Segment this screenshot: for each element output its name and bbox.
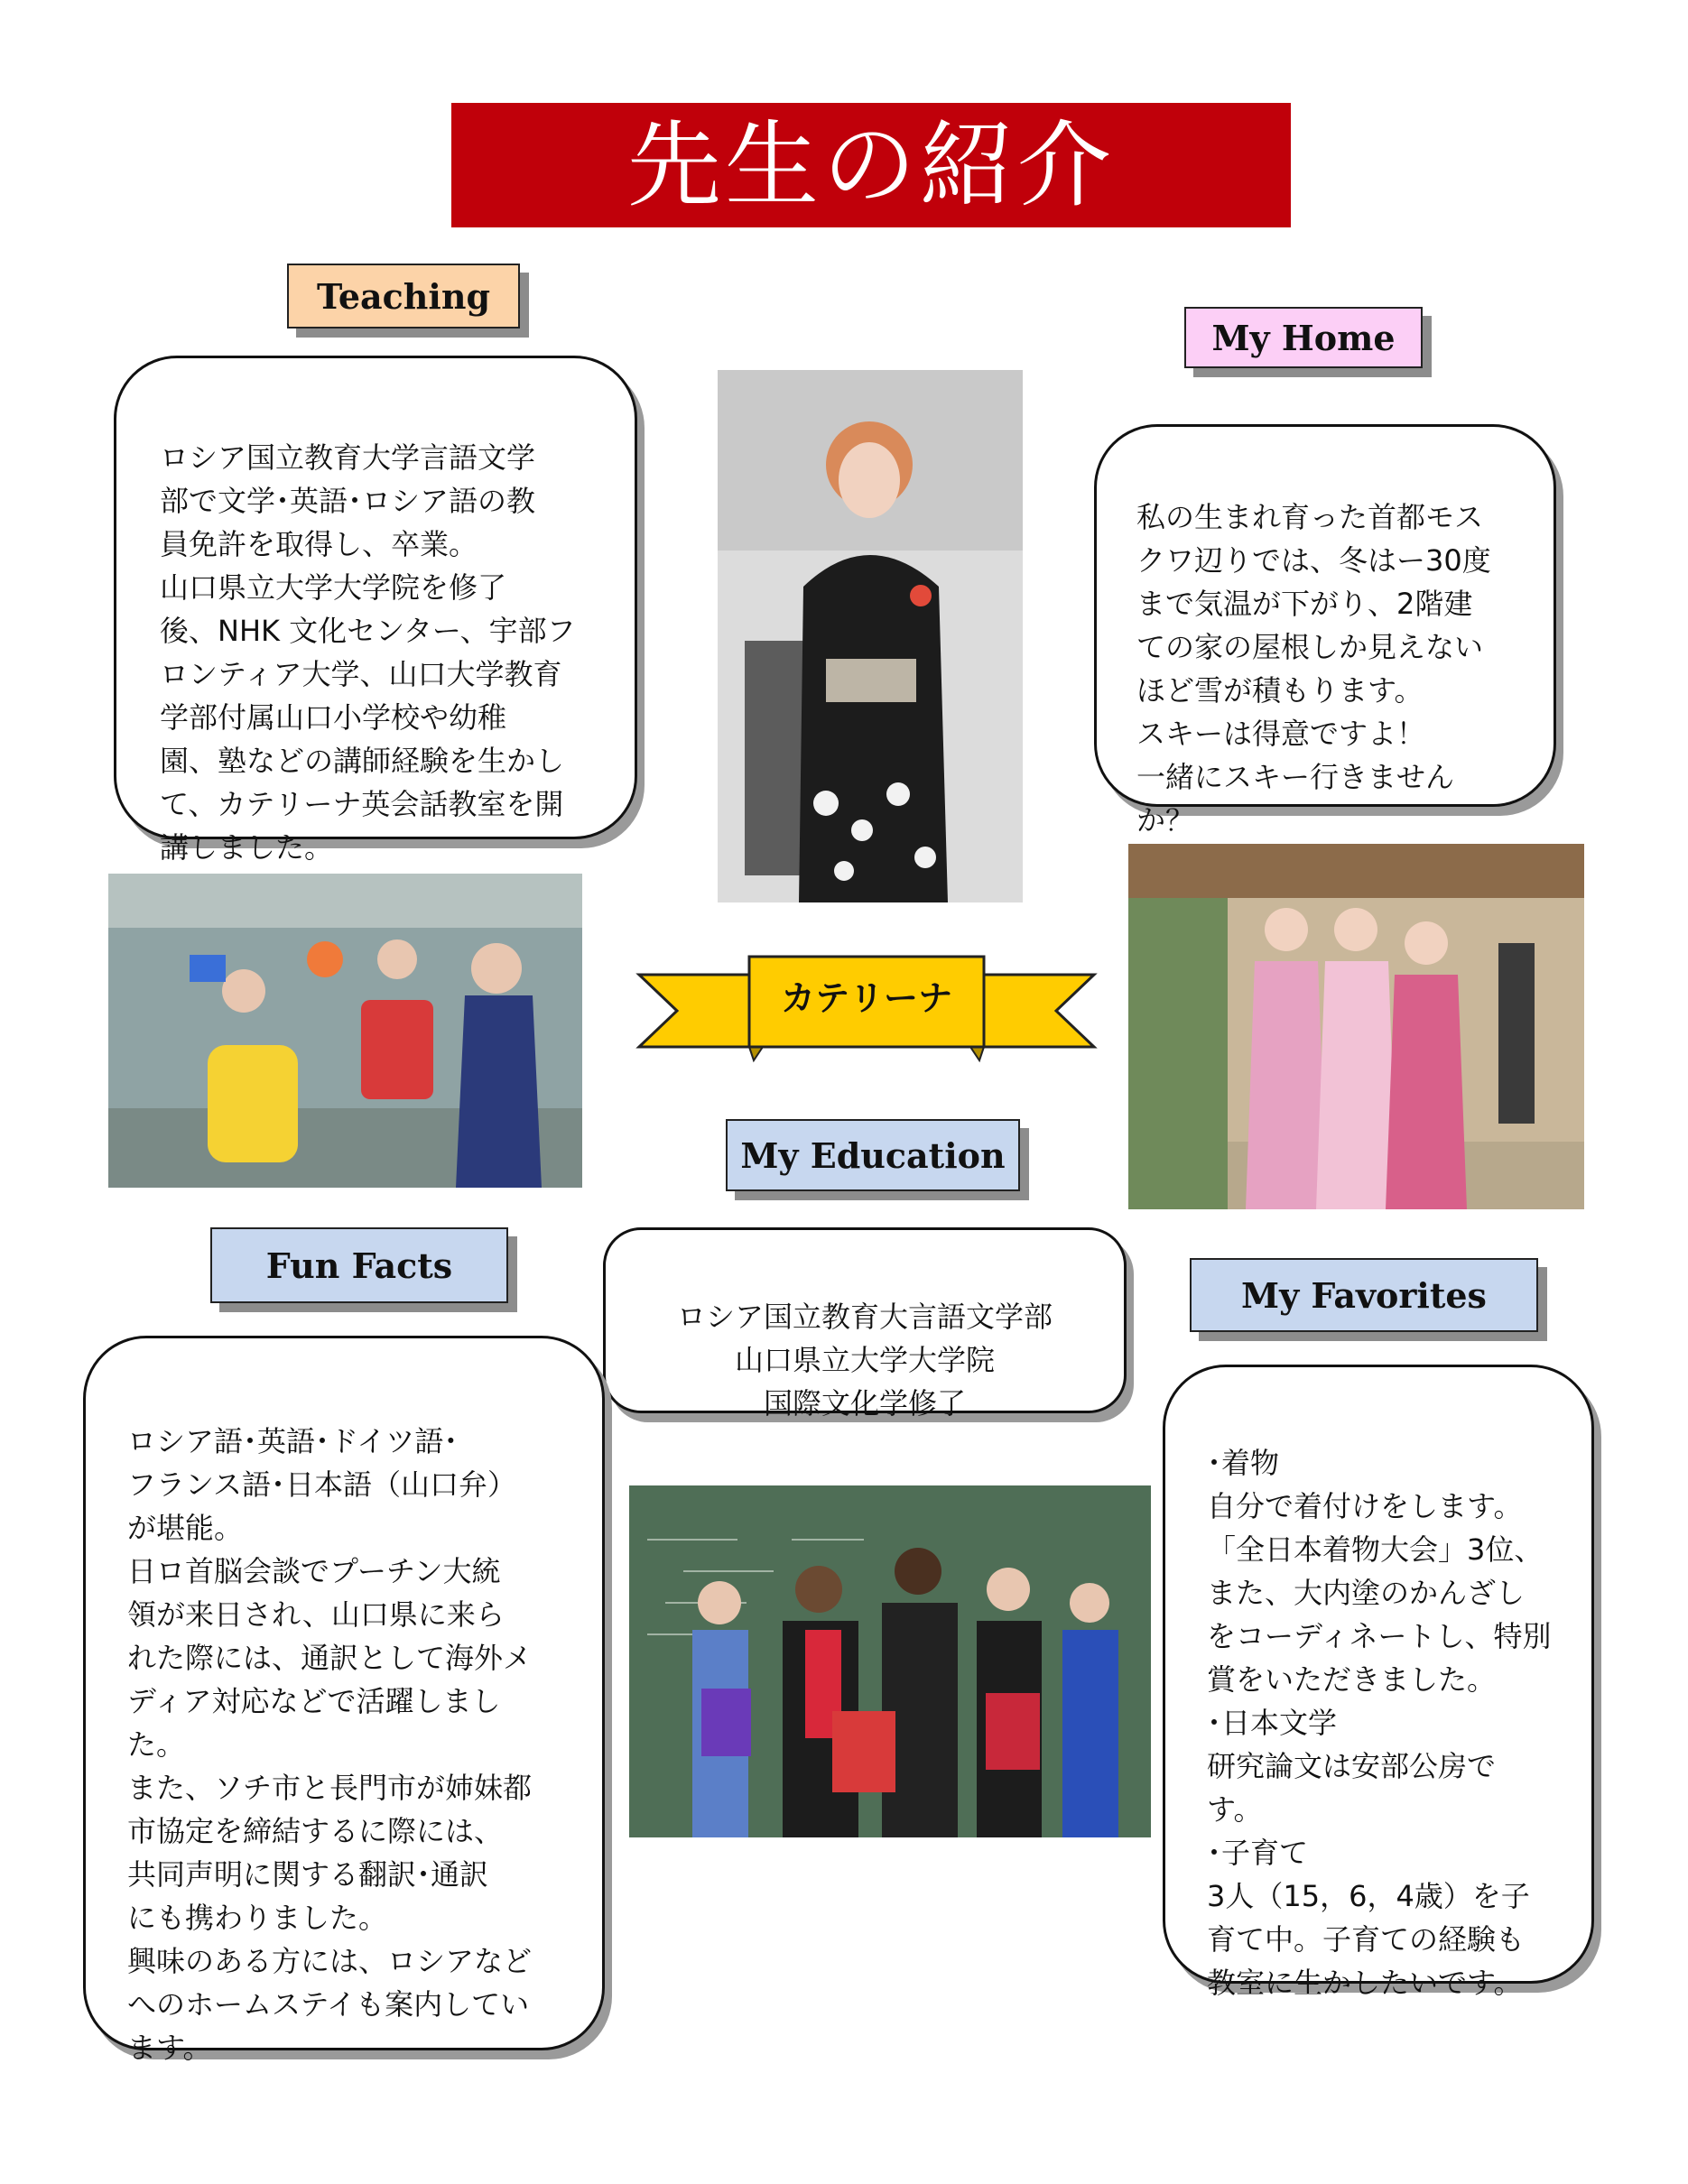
my-home-box — [1094, 424, 1556, 838]
teaching-label: Teaching — [316, 275, 491, 317]
my-education-label: My Education — [740, 1134, 1006, 1176]
fun-facts-tab — [210, 1227, 508, 1303]
beach-photo — [108, 874, 582, 1188]
my-education-box — [603, 1227, 1127, 1421]
teaching-tab — [287, 264, 520, 329]
my-home-tab — [1184, 307, 1423, 368]
my-education-tab — [726, 1119, 1020, 1191]
fun-facts-box — [83, 1336, 605, 2065]
my-home-text: 私の生まれ育った首都モス クワ辺りでは、冬はー30度 まで気温が下がり、2階建 ての家の屋根しか見えない ほど雪が積もります。 スキーは得意ですよ！ 一緒にスキー行きません か？ — [1136, 500, 1491, 838]
teaching-text: ロシア国立教育大学言語文学 部で文学･英語･ロシア語の教 員免許を取得し、卒業。 山口県立大学大学院を修了 後、NHK 文化センター、宇部フ ロンティア大学、山口大学教育 学部付属山口小学校や幼稚 園、塾などの講師経験を生かし て、カテリーナ英会話教室を開 講しました。 — [160, 440, 576, 865]
kimono-group-photo — [1128, 844, 1584, 1209]
teaching-box — [114, 356, 637, 865]
my-favorites-text: ･着物 自分で着付けをします。 「全日本着物大会」3位、 また、大内塗のかんざし をコーディネートし、特別 賞をいただきました。 ･日本文学 研究論文は安部公房で す。 ･子育て 3人（15，6，4歳）を子 育て中。子育ての経験も 教室に生かしたいです。 — [1207, 1446, 1552, 2000]
page-title: 先生の紹介 — [626, 110, 1115, 220]
my-favorites-label: My Favorites — [1241, 1274, 1487, 1316]
my-education-text: ロシア国立教育大言語文学部 山口県立大学大学院 国際文化学修了 — [676, 1300, 1053, 1421]
my-favorites-tab — [1190, 1258, 1538, 1332]
classroom-photo — [629, 1485, 1151, 1837]
fun-facts-text: ロシア語･英語･ドイツ語･ フランス語･日本語（山口弁） が堪能。 日ロ首脳会談でプーチン大統 領が来日され、山口県に来ら れた際には、通訳として海外メ ディア対応などで活躍しまし た。 また、ソチ市と長門市が姉妹都 市協定を締結するに際には、 共同声明に関する翻訳･通訳 にも携わりました。 興味のある方には、ロシアなど へのホームステイも案内してい ます。 — [127, 1424, 533, 2065]
my-favorites-box — [1163, 1365, 1594, 2000]
fun-facts-label: Fun Facts — [265, 1245, 453, 1286]
my-home-label: My Home — [1211, 317, 1396, 358]
ribbon-label: カテリーナ — [780, 977, 952, 1018]
title-banner — [451, 103, 1291, 227]
portrait-photo — [718, 370, 1023, 902]
